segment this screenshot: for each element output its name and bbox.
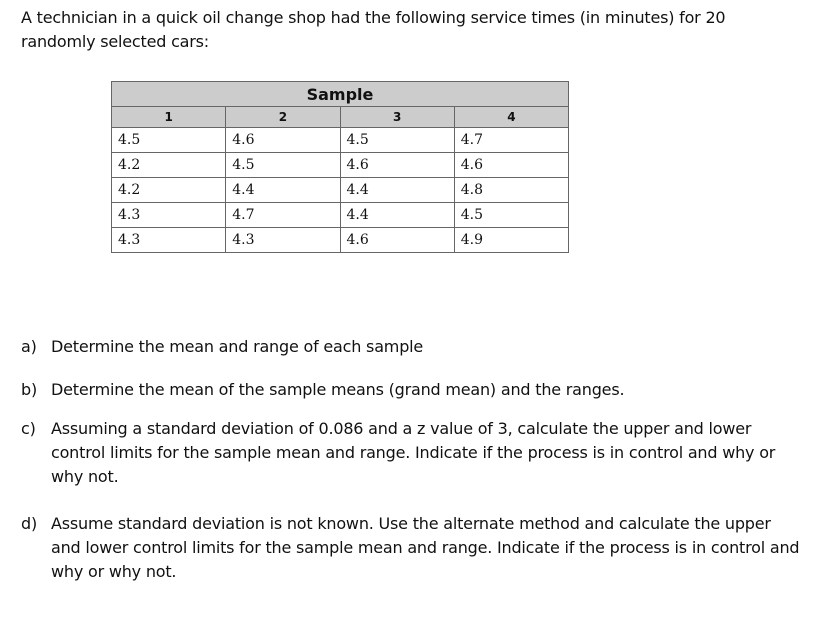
- table-row: [112, 153, 569, 178]
- question-text: Determine the mean of the sample means (grand mean) and the ranges.: [51, 380, 625, 399]
- sample-number-row: [112, 107, 569, 128]
- sample-number-1: 1: [112, 107, 226, 128]
- question-text: Assuming a standard deviation of 0.086 and a z value of 3, calculate the upper and lower control limits for the sample mean and range. Indicate if the process is in control and why or why not.: [51, 419, 776, 486]
- problem-intro: A technician in a quick oil change shop had the following service times (in minutes) for 20 randomly selected cars:: [21, 8, 726, 51]
- table-row: [112, 178, 569, 203]
- question-label: a): [21, 337, 37, 356]
- table-cell: 4.6: [340, 228, 454, 253]
- table-cell: 4.6: [454, 153, 568, 178]
- table-cell: 4.5: [454, 203, 568, 228]
- table-cell: 4.7: [226, 203, 340, 228]
- question-text: Assume standard deviation is not known. Use the alternate method and calculate the upper and lower control limits for the sample mean and range. Indicate if the process is in control and why or why not.: [51, 514, 800, 581]
- table-cell: 4.3: [112, 228, 226, 253]
- table-cell: 4.3: [112, 203, 226, 228]
- table-cell: 4.5: [112, 128, 226, 153]
- table-header-row: [112, 82, 569, 107]
- table-cell: 4.3: [226, 228, 340, 253]
- table-cell: 4.4: [226, 178, 340, 203]
- table-cell: 4.5: [226, 153, 340, 178]
- question-a: [21, 335, 803, 359]
- question-list: [21, 335, 803, 600]
- table-cell: 4.5: [340, 128, 454, 153]
- question-label: d): [21, 514, 37, 533]
- table-row: [112, 228, 569, 253]
- sample-number-4: 4: [454, 107, 568, 128]
- table-cell: 4.4: [340, 203, 454, 228]
- table-row: [112, 128, 569, 153]
- table-cell: 4.9: [454, 228, 568, 253]
- table-cell: 4.8: [454, 178, 568, 203]
- table-cell: 4.6: [226, 128, 340, 153]
- table-cell: 4.7: [454, 128, 568, 153]
- question-c: [21, 417, 803, 489]
- question-text: Determine the mean and range of each sample: [51, 337, 424, 356]
- service-times-table: [111, 81, 569, 253]
- question-label: c): [21, 419, 36, 438]
- table-cell: 4.4: [340, 178, 454, 203]
- table-cell: 4.6: [340, 153, 454, 178]
- sample-number-3: 3: [340, 107, 454, 128]
- question-b: [21, 378, 803, 402]
- sample-number-2: 2: [226, 107, 340, 128]
- table-cell: 4.2: [112, 178, 226, 203]
- question-label: b): [21, 380, 37, 399]
- sample-header: Sample: [112, 82, 569, 107]
- table-row: [112, 203, 569, 228]
- table-cell: 4.2: [112, 153, 226, 178]
- question-d: [21, 512, 803, 584]
